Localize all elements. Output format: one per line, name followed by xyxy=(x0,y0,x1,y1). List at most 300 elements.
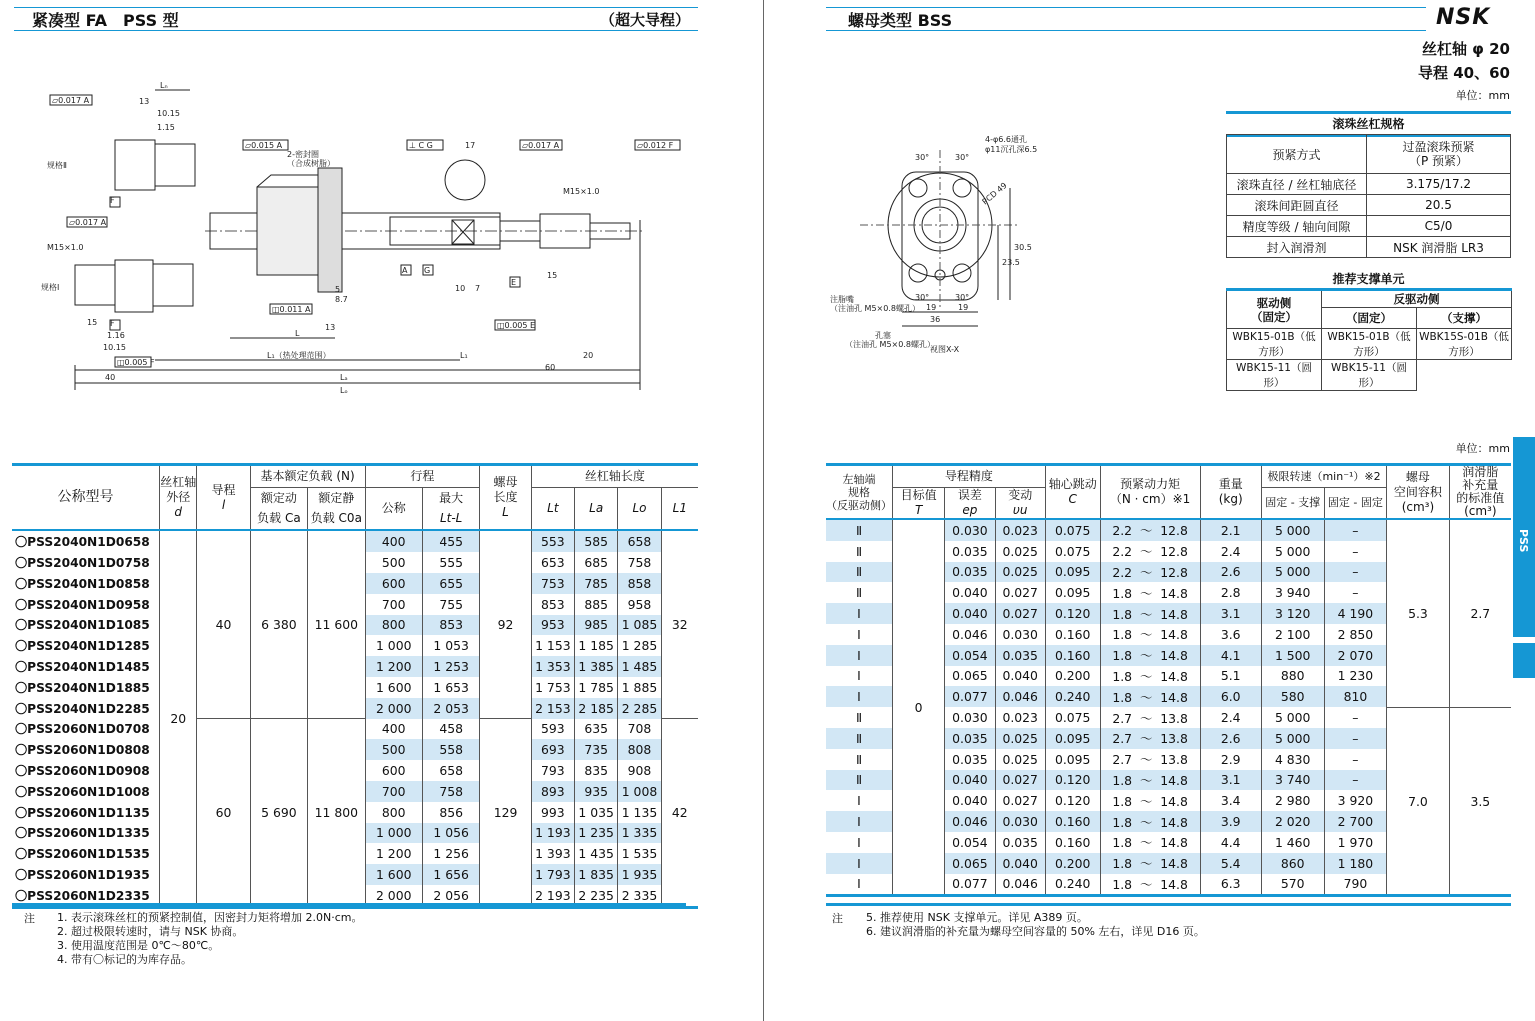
support-title: 推荐支撑单元 xyxy=(1332,272,1405,286)
svg-text:（注油孔 M5×0.8螺孔）: （注油孔 M5×0.8螺孔） xyxy=(845,340,935,349)
svg-text:F: F xyxy=(110,319,115,328)
lead-error: 0.054 xyxy=(945,832,995,853)
length-la: 985 xyxy=(575,615,618,636)
rhdr-leadacc: 导程精度 xyxy=(893,465,1046,488)
lead-variation: 0.027 xyxy=(995,770,1045,791)
torque-range: 1.8 ～ 14.8 xyxy=(1100,582,1200,603)
length-lt: 993 xyxy=(531,802,574,823)
model-name: 〇PSS2040N1D0958 xyxy=(15,597,150,612)
rhdr-vol-1: 螺母 xyxy=(1405,469,1430,484)
weight: 2.4 xyxy=(1200,707,1261,728)
stroke-max: 1 253 xyxy=(422,656,479,677)
torque-min: 1.8 xyxy=(1112,772,1133,788)
runout: 0.160 xyxy=(1045,645,1100,666)
length-lt: 2 193 xyxy=(531,885,574,907)
speed-fixed-fixed: – xyxy=(1324,562,1387,583)
svg-text:注脂嘴: 注脂嘴 xyxy=(830,295,854,304)
spec-grade-value: C5/0 xyxy=(1367,216,1511,237)
speed-fixed-fixed: 810 xyxy=(1324,686,1387,707)
length-la: 1 185 xyxy=(575,635,618,656)
length-lt: 693 xyxy=(531,739,574,760)
torque-range: 2.2 ～ 12.8 xyxy=(1100,562,1200,583)
stroke-nominal: 1 600 xyxy=(365,864,422,885)
lead-variation: 0.035 xyxy=(995,832,1045,853)
length-la: 1 235 xyxy=(575,823,618,844)
spec-preload-label: 预紧方式 xyxy=(1227,135,1367,174)
torque-min: 1.8 xyxy=(1112,689,1133,705)
model-name: 〇PSS2060N1D1135 xyxy=(15,805,150,820)
lead-label: 导程 40、60 xyxy=(1418,64,1510,82)
stroke-nominal: 600 xyxy=(365,573,422,594)
hdr-dia-3: d xyxy=(174,505,183,520)
svg-text:20: 20 xyxy=(583,351,594,360)
lead-variation: 0.027 xyxy=(995,582,1045,603)
torque-min: 1.8 xyxy=(1112,793,1133,809)
torque-max: 14.8 xyxy=(1160,585,1188,601)
length-la: 585 xyxy=(575,530,618,552)
length-la: 1 035 xyxy=(575,802,618,823)
torque-min: 2.2 xyxy=(1112,523,1133,539)
lead-variation: 0.025 xyxy=(995,541,1045,562)
note-4: 4. 带有〇标记的为库存品。 xyxy=(57,953,192,966)
rhdr-spec-1: 左轴端 xyxy=(842,472,876,486)
torque-max: 12.8 xyxy=(1160,523,1188,539)
pcd-label: PCD 49 xyxy=(980,180,1009,207)
rhdr-weight-2: (kg) xyxy=(1218,492,1243,506)
svg-text:▱0.017 A: ▱0.017 A xyxy=(522,141,560,150)
hdr-sta-2: 负载 C0a xyxy=(308,509,365,531)
svg-text:◫0.005 E: ◫0.005 E xyxy=(497,321,536,330)
left-notes xyxy=(12,903,686,967)
svg-text:Lₒ: Lₒ xyxy=(340,386,348,395)
length-lt: 553 xyxy=(531,530,574,552)
svg-text:▱0.017 A: ▱0.017 A xyxy=(52,96,90,105)
stroke-nominal: 400 xyxy=(365,719,422,740)
stroke-max: 758 xyxy=(422,781,479,802)
static-load: 11 800 xyxy=(308,719,365,908)
length-lo: 2 285 xyxy=(618,698,661,719)
torque-max: 13.8 xyxy=(1160,731,1188,747)
length-lt: 2 153 xyxy=(531,698,574,719)
nut-length: 92 xyxy=(480,530,531,718)
note-5: 5. 推荐使用 NSK 支撑单元。详见 A389 页。 xyxy=(866,911,1088,924)
svg-text:φ11沉孔深6.5: φ11沉孔深6.5 xyxy=(985,145,1038,154)
torque-min: 1.8 xyxy=(1112,627,1133,643)
lead-error: 0.035 xyxy=(945,541,995,562)
lead-variation: 0.023 xyxy=(995,519,1045,541)
model-name: 〇PSS2060N1D1935 xyxy=(15,868,150,883)
svg-text:（注油孔 M5×0.8螺孔）: （注油孔 M5×0.8螺孔） xyxy=(830,304,920,313)
grease-amount: 2.7 xyxy=(1449,519,1511,707)
length-lo: 858 xyxy=(618,573,661,594)
speed-fixed-fixed: 3 920 xyxy=(1324,790,1387,811)
rhdr-speed: 极限转速（min⁻¹）※2 xyxy=(1261,465,1386,488)
weight: 3.1 xyxy=(1200,603,1261,624)
note-6: 6. 建议润滑脂的补充量为螺母空间容量的 50% 左右，详见 D16 页。 xyxy=(866,925,1205,938)
weight: 3.9 xyxy=(1200,811,1261,832)
speed-fixed-support: 3 740 xyxy=(1261,770,1324,791)
hdr-lead-1: 导程 xyxy=(211,482,236,497)
length-la: 2 235 xyxy=(575,885,618,907)
hdr-dia-2: 外径 xyxy=(166,490,191,505)
svg-text:▱0.017 A: ▱0.017 A xyxy=(69,218,107,227)
length-lt: 893 xyxy=(531,781,574,802)
stroke-nominal: 1 200 xyxy=(365,843,422,864)
note-1: 1. 表示滚珠丝杠的预紧控制值，因密封力矩将增加 2.0N·cm。 xyxy=(57,911,363,924)
svg-text:1.15: 1.15 xyxy=(157,123,175,132)
torque-max: 14.8 xyxy=(1160,772,1188,788)
model-name: 〇PSS2040N1D1085 xyxy=(15,618,150,633)
speed-fixed-fixed: 1 180 xyxy=(1324,853,1387,874)
speed-fixed-fixed: – xyxy=(1324,707,1387,728)
svg-text:15: 15 xyxy=(87,318,98,327)
svg-text:10.15: 10.15 xyxy=(157,109,180,118)
svg-text:30°: 30° xyxy=(915,153,930,162)
right-header xyxy=(826,7,1426,31)
torque-range: 1.8 ～ 14.8 xyxy=(1100,666,1200,687)
length-la: 1 385 xyxy=(575,656,618,677)
lead-variation: 0.030 xyxy=(995,811,1045,832)
lead-error: 0.030 xyxy=(945,707,995,728)
lead-error: 0.046 xyxy=(945,624,995,645)
hdr-la: La xyxy=(589,501,604,516)
length-la: 635 xyxy=(575,719,618,740)
length-lo: 808 xyxy=(618,739,661,760)
stroke-nominal: 500 xyxy=(365,552,422,573)
svg-text:G: G xyxy=(424,266,431,275)
shaft-diameter: 丝杠轴 φ 20 xyxy=(1421,40,1510,58)
length-lt: 1 153 xyxy=(531,635,574,656)
length-lo: 1 085 xyxy=(618,615,661,636)
model-name: 〇PSS2060N1D0908 xyxy=(15,764,150,779)
stroke-nominal: 2 000 xyxy=(365,885,422,907)
length-la: 785 xyxy=(575,573,618,594)
svg-text:23.5: 23.5 xyxy=(1002,258,1020,267)
hdr-lead-2: l xyxy=(221,497,226,512)
lead-variation: 0.027 xyxy=(995,603,1045,624)
left-table-row xyxy=(12,530,698,552)
length-lo: 658 xyxy=(618,530,661,552)
torque-min: 1.8 xyxy=(1112,876,1133,892)
hdr-stroke: 行程 xyxy=(365,465,480,488)
lead-variation: 0.025 xyxy=(995,728,1045,749)
runout: 0.095 xyxy=(1045,562,1100,583)
torque-max: 13.8 xyxy=(1160,710,1188,726)
svg-text:▱0.012 F: ▱0.012 F xyxy=(637,141,674,150)
pss-side-tab[interactable] xyxy=(1513,437,1535,637)
length-lo: 1 935 xyxy=(618,864,661,885)
rhdr-ff: 固定 - 固定 xyxy=(1324,487,1387,519)
end-spec: Ⅰ xyxy=(826,645,893,666)
model-name: 〇PSS2040N1D1285 xyxy=(15,639,150,654)
svg-text:F: F xyxy=(110,196,115,205)
stroke-max: 755 xyxy=(422,594,479,615)
left-title: 紧凑型 FA PSS 型 xyxy=(32,10,179,30)
speed-fixed-support: 2 980 xyxy=(1261,790,1324,811)
torque-min: 1.8 xyxy=(1112,668,1133,684)
length-la: 685 xyxy=(575,552,618,573)
spec-title: 滚珠丝杠规格 xyxy=(1226,111,1511,137)
length-lo: 708 xyxy=(618,719,661,740)
rhdr-err-1: 误差 xyxy=(957,487,982,502)
stroke-nominal: 2 000 xyxy=(365,698,422,719)
weight: 6.3 xyxy=(1200,874,1261,896)
length-lo: 1 535 xyxy=(618,843,661,864)
note-3: 3. 使用温度范围是 0℃～80℃。 xyxy=(57,939,220,952)
support-supp: （支撑） xyxy=(1417,308,1512,329)
weight: 3.4 xyxy=(1200,790,1261,811)
runout: 0.160 xyxy=(1045,624,1100,645)
end-spec: Ⅰ xyxy=(826,853,893,874)
thread-left-label: M15×1.0 xyxy=(47,243,84,252)
stroke-nominal: 600 xyxy=(365,760,422,781)
stroke-max: 853 xyxy=(422,615,479,636)
left-table-row xyxy=(12,719,698,740)
hdr-lo: Lo xyxy=(632,501,647,516)
speed-fixed-fixed: – xyxy=(1324,770,1387,791)
support-r1c2: WBK15-01B（低方形） xyxy=(1322,329,1417,360)
right-spec-table xyxy=(826,463,1511,897)
torque-range: 1.8 ～ 14.8 xyxy=(1100,603,1200,624)
model-name: 〇PSS2060N1D1335 xyxy=(15,826,150,841)
length-la: 1 785 xyxy=(575,677,618,698)
length-la: 735 xyxy=(575,739,618,760)
static-load: 11 600 xyxy=(308,530,365,718)
end-spec: Ⅱ xyxy=(826,770,893,791)
end-spec: Ⅰ xyxy=(826,686,893,707)
weight: 2.6 xyxy=(1200,728,1261,749)
end-spec: Ⅱ xyxy=(826,519,893,541)
speed-fixed-fixed: 2 700 xyxy=(1324,811,1387,832)
left-header xyxy=(14,7,698,31)
support-fixed: （固定） xyxy=(1322,308,1417,329)
rhdr-spec-3: （反驱动侧） xyxy=(826,498,892,512)
torque-range: 2.7 ～ 13.8 xyxy=(1100,707,1200,728)
runout: 0.095 xyxy=(1045,728,1100,749)
lead-error: 0.065 xyxy=(945,853,995,874)
svg-text:19: 19 xyxy=(958,303,969,312)
model-name: 〇PSS2040N1D1885 xyxy=(15,680,150,695)
runout: 0.160 xyxy=(1045,832,1100,853)
runout: 0.075 xyxy=(1045,541,1100,562)
rhdr-grease-3: 的标准值 xyxy=(1456,491,1505,505)
right-table-row xyxy=(826,519,1511,541)
svg-text:5: 5 xyxy=(335,285,341,294)
speed-fixed-support: 4 830 xyxy=(1261,749,1324,770)
torque-max: 14.8 xyxy=(1160,648,1188,664)
length-l1: 32 xyxy=(661,530,698,718)
lead-error: 0.035 xyxy=(945,728,995,749)
length-lt: 953 xyxy=(531,615,574,636)
svg-text:⊥ C G: ⊥ C G xyxy=(409,141,433,150)
rhdr-err-2: ep xyxy=(962,502,978,517)
hdr-shaft: 丝杠轴长度 xyxy=(531,465,698,488)
svg-text:Lₙ: Lₙ xyxy=(160,81,168,90)
length-l1: 42 xyxy=(661,719,698,908)
speed-fixed-fixed: 2 850 xyxy=(1324,624,1387,645)
svg-text:◫0.005 F: ◫0.005 F xyxy=(117,358,155,367)
spec-preload-value: 过盈滚珠预紧 （P 预紧） xyxy=(1367,135,1511,174)
stroke-max: 658 xyxy=(422,760,479,781)
length-la: 1 435 xyxy=(575,843,618,864)
rhdr-grease-4: (cm³) xyxy=(1464,504,1497,518)
speed-fixed-fixed: 1 230 xyxy=(1324,666,1387,687)
runout: 0.075 xyxy=(1045,707,1100,728)
lead-variation: 0.046 xyxy=(995,874,1045,896)
spec-grade-label: 精度等级 / 轴向间隙 xyxy=(1227,216,1367,237)
hdr-load: 基本额定负载 (N) xyxy=(250,465,365,488)
weight: 4.1 xyxy=(1200,645,1261,666)
length-lo: 1 285 xyxy=(618,635,661,656)
torque-max: 14.8 xyxy=(1160,606,1188,622)
svg-text:10: 10 xyxy=(455,284,466,293)
lead-variation: 0.030 xyxy=(995,624,1045,645)
model-name: 〇PSS2060N1D0808 xyxy=(15,743,150,758)
svg-text:36: 36 xyxy=(930,315,941,324)
torque-min: 2.7 xyxy=(1112,752,1133,768)
length-lo: 908 xyxy=(618,760,661,781)
hdr-nut-2: 长度 xyxy=(493,490,518,505)
torque-range: 1.8 ～ 14.8 xyxy=(1100,645,1200,666)
left-spec-table xyxy=(12,463,698,909)
length-lt: 1 753 xyxy=(531,677,574,698)
length-la: 2 185 xyxy=(575,698,618,719)
model-name: 〇PSS2040N1D0858 xyxy=(15,576,150,591)
view-xx-label: 视图X-X xyxy=(930,345,960,354)
torque-range: 1.8 ～ 14.8 xyxy=(1100,770,1200,791)
right-notes-label: 注 xyxy=(832,912,843,925)
model-name: 〇PSS2040N1D0758 xyxy=(15,556,150,571)
nut-volume: 5.3 xyxy=(1387,519,1449,707)
lead-variation: 0.046 xyxy=(995,686,1045,707)
svg-text:1.16: 1.16 xyxy=(107,331,125,340)
torque-range: 1.8 ～ 14.8 xyxy=(1100,832,1200,853)
length-lt: 653 xyxy=(531,552,574,573)
hdr-max-2: Lt-L xyxy=(439,511,463,526)
rhdr-var-1: 变动 xyxy=(1008,487,1033,502)
lead-error: 0.040 xyxy=(945,770,995,791)
runout: 0.120 xyxy=(1045,790,1100,811)
speed-fixed-fixed: 790 xyxy=(1324,874,1387,896)
lead-error: 0.077 xyxy=(945,686,995,707)
lead-variation: 0.035 xyxy=(995,645,1045,666)
seal-material-label: （合成树脂） xyxy=(287,159,335,168)
lead-variation: 0.040 xyxy=(995,853,1045,874)
rhdr-torque-2: （N · cm）※1 xyxy=(1109,492,1191,506)
svg-text:E: E xyxy=(511,278,517,287)
hdr-nut-1: 螺母 xyxy=(493,475,518,490)
weight: 2.1 xyxy=(1200,519,1261,541)
unit-table: 单位：mm xyxy=(1455,442,1510,455)
support-r1c1: WBK15-01B（低方形） xyxy=(1227,329,1322,360)
lead-error: 0.077 xyxy=(945,874,995,896)
hdr-nut-3: L xyxy=(502,505,509,520)
speed-fixed-support: 5 000 xyxy=(1261,519,1324,541)
lead-variation: 0.025 xyxy=(995,562,1045,583)
end-spec: Ⅱ xyxy=(855,710,863,726)
torque-max: 14.8 xyxy=(1160,876,1188,892)
torque-min: 2.2 xyxy=(1112,544,1133,560)
model-name: 〇PSS2060N1D0708 xyxy=(15,722,150,737)
rhdr-target-2: T xyxy=(914,502,923,517)
lead-variation: 0.040 xyxy=(995,666,1045,687)
end-spec: Ⅰ xyxy=(857,626,861,642)
torque-min: 1.8 xyxy=(1112,585,1133,601)
lead-variation: 0.027 xyxy=(995,790,1045,811)
torque-min: 1.8 xyxy=(1112,814,1133,830)
length-lt: 753 xyxy=(531,573,574,594)
length-lo: 1 135 xyxy=(618,802,661,823)
stroke-max: 1 256 xyxy=(422,843,479,864)
speed-fixed-fixed: 1 970 xyxy=(1324,832,1387,853)
end-spec: Ⅰ xyxy=(857,668,861,684)
svg-text:4-φ6.6通孔: 4-φ6.6通孔 xyxy=(985,135,1027,144)
spec-pcd-value: 20.5 xyxy=(1367,195,1511,216)
stroke-nominal: 1 200 xyxy=(365,656,422,677)
hdr-dyn-2: 负载 Ca xyxy=(250,509,307,531)
lead-error: 0.035 xyxy=(945,749,995,770)
length-lt: 1 193 xyxy=(531,823,574,844)
torque-max: 14.8 xyxy=(1160,793,1188,809)
torque-max: 14.8 xyxy=(1160,668,1188,684)
speed-fixed-support: 5 000 xyxy=(1261,562,1324,583)
svg-text:30°: 30° xyxy=(915,293,930,302)
lead-error: 0.030 xyxy=(945,519,995,541)
svg-text:◫0.011 A: ◫0.011 A xyxy=(272,305,311,314)
spec-ball-value: 3.175/17.2 xyxy=(1367,174,1511,195)
runout: 0.075 xyxy=(1045,519,1100,541)
torque-range: 1.8 ～ 14.8 xyxy=(1100,853,1200,874)
svg-text:▱0.015 A: ▱0.015 A xyxy=(245,141,283,150)
length-lt: 1 793 xyxy=(531,864,574,885)
length-lo: 1 885 xyxy=(618,677,661,698)
note-2: 2. 超过极限转速时，请与 NSK 协商。 xyxy=(57,925,244,938)
hdr-nominal: 公称 xyxy=(365,487,422,530)
svg-text:60: 60 xyxy=(545,363,556,372)
length-lt: 853 xyxy=(531,594,574,615)
speed-fixed-support: 5 000 xyxy=(1261,541,1324,562)
torque-range: 2.7 ～ 13.8 xyxy=(1100,749,1200,770)
length-lo: 2 335 xyxy=(618,885,661,907)
spec-1-label: 规格Ⅰ xyxy=(41,283,60,292)
rhdr-var-2: υu xyxy=(1012,502,1028,517)
runout: 0.095 xyxy=(1045,749,1100,770)
rhdr-runout-2: C xyxy=(1068,492,1077,506)
svg-text:30°: 30° xyxy=(955,293,970,302)
nut-length: 129 xyxy=(480,719,531,908)
support-anti: 反驱动侧 xyxy=(1322,290,1512,308)
stroke-nominal: 1 000 xyxy=(365,635,422,656)
hdr-l1: L1 xyxy=(672,501,687,516)
ball-screw-drawing xyxy=(35,80,695,395)
rhdr-vol-2: 空间容积 xyxy=(1393,484,1442,499)
rhdr-torque-1: 预紧动力矩 xyxy=(1120,477,1181,491)
stroke-max: 655 xyxy=(422,573,479,594)
side-tab-2[interactable] xyxy=(1513,643,1535,678)
stroke-max: 455 xyxy=(422,530,479,552)
length-lo: 1 008 xyxy=(618,781,661,802)
torque-max: 14.8 xyxy=(1160,627,1188,643)
torque-range: 2.7 ～ 13.8 xyxy=(1100,728,1200,749)
length-la: 885 xyxy=(575,594,618,615)
support-drive-sub: （固定） xyxy=(1251,309,1297,324)
lead-error: 0.040 xyxy=(945,790,995,811)
rhdr-grease-2: 补充量 xyxy=(1462,478,1499,492)
end-spec: Ⅰ xyxy=(857,876,861,892)
model-name: 〇PSS2040N1D1485 xyxy=(15,660,150,675)
spec-ball-label: 滚珠直径 / 丝杠轴底径 xyxy=(1227,174,1367,195)
lead-variation: 0.023 xyxy=(995,707,1045,728)
